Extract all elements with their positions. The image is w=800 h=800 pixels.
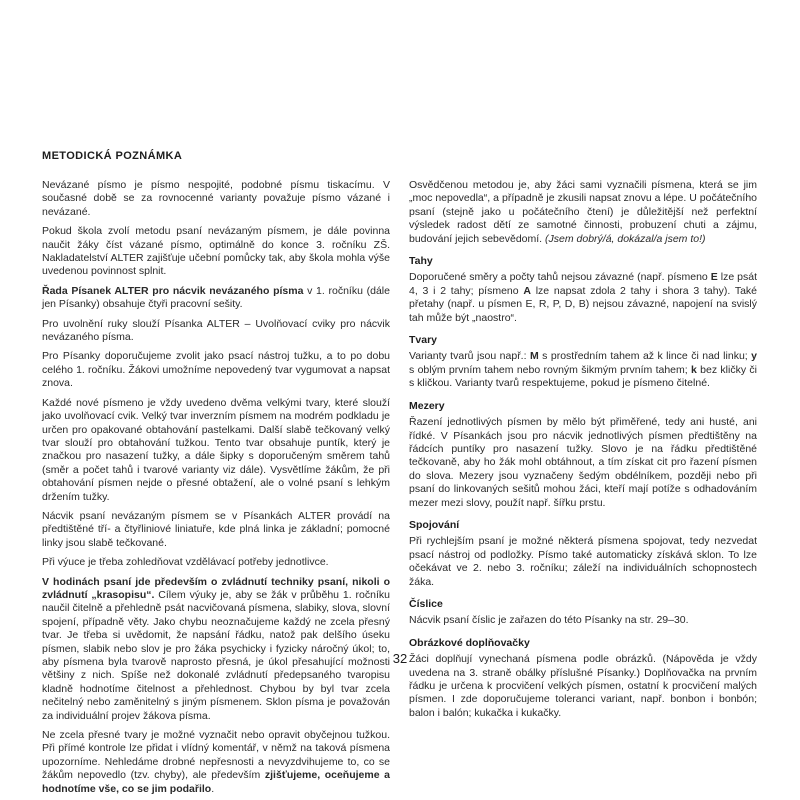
page-title: METODICKÁ POZNÁMKA bbox=[42, 150, 183, 162]
paragraph: V hodinách psaní jde především o zvládnutí techniky psaní, nikoli o zvládnutí „krasopisu“. Cílem výuky je, aby se žák v průběhu 1. ročníku naučil čitelně a přehledně psát nacvičovaná písmena, slabiky, slova, slovní spojení, případně věty. Jako chybu neoznačujeme každý ne zcela přesný tvar. Je třeba si uvědomit, že napsání řádku, natož pak delšího úseku písmen, slabik nebo slov je pro žáka psychicky i fyzicky náročný úkol; to, aby písmena byla tvarově naprosto přesná, je úkol přesahující možnosti většiny z nich. Spíše než dokonalé zvládnutí předepsaného tvaropisu kladně hodnotíme čitelnost a přehlednost. Chybou by byl tvar zcela nečitelný nebo zaměnitelný s jiným písmenem. Sklon písma je považován za individuální projev žákova písma. bbox=[42, 575, 390, 722]
paragraph: Při rychlejším psaní je možné některá písmena spojovat, tedy nezvedat psací nástroj od podložky. Písmo také automaticky získává sklon. To lze očekávat ve 2. nebo 3. ročníku; záleží na individuálních schopnostech žáka. bbox=[409, 535, 757, 588]
paragraph: Řazení jednotlivých písmen by mělo být přiměřené, tedy ani husté, ani řídké. V Písankách jsou pro nácvik jednotlivých písmen předtištěny na řádcích puntíky pro nasazení tužky. Slovo je na řádku předtištěné tečkovaně, aby ho žák mohl obtáhnout, a tím získat cit pro řazení písmen do slova. Mezery jsou vyznačeny šedým obdélníkem, později nebo při psaní do linkovaných sešitů mohou žáci, kteří mají potíže s odhadováním mezer mezi slovy, použít např. šířku prstu. bbox=[409, 416, 757, 509]
paragraph: Doporučené směry a počty tahů nejsou závazné (např. písmeno E lze psát 4, 3 i 2 tahy; písmeno A lze napsat zdola 2 tahy i shora 3 tahy). Také přetahy (např. u písmen E, R, P, D, B) nejsou závazné, napojení na svislý tah může být „naostro“. bbox=[409, 271, 757, 324]
paragraph: Při výuce je třeba zohledňovat vzdělávací potřeby jednotlivce. bbox=[42, 556, 329, 569]
section-heading: Mezery bbox=[409, 399, 445, 412]
two-column-layout bbox=[42, 179, 758, 800]
paragraph: Řada Písanek ALTER pro nácvik nevázaného písma v 1. ročníku (dále jen Písanky) obsahuje čtyři pracovní sešity. bbox=[42, 284, 390, 311]
paragraph: Pro uvolnění ruky slouží Písanka ALTER – Uvolňovací cviky pro nácvik nevázaného písma. bbox=[42, 317, 390, 344]
paragraph: Žáci doplňují vynechaná písmena podle obrázků. (Nápověda je vždy uvedena na 3. straně obálky příslušné Písanky.) Doplňovačka na prvním řádku je určena k procvičení velkých písmen, ostatní k procvičení malých písmen. I zde doporučujeme toleranci variant, např. bonbon i bonbón; balon i balón; kukačka i kukačky. bbox=[409, 653, 757, 719]
section-heading: Tvary bbox=[409, 334, 438, 347]
paragraph: Osvědčenou metodou je, aby žáci sami vyznačili písmena, která se jim „moc nepovedla“, a případně je zkusili napsat znovu a lépe. U počátečního psaní (stejně jako u počátečního čtení) je důležitější než perfektní výsledek radost dětí ze samotné činnosti, probuzení chuti a zájmu, budování jejich sebevědomí. (Jsem dobrý/á, dokázal/a jsem to!) bbox=[409, 179, 757, 245]
paragraph: Nevázané písmo je písmo nespojité, podobné písmu tiskacímu. V současné době se za rovnocenné varianty považuje písmo vázané i nevázané. bbox=[42, 179, 390, 218]
section-heading: Spojování bbox=[409, 518, 460, 531]
section-heading: Číslice bbox=[409, 597, 443, 610]
left-column bbox=[42, 179, 390, 800]
section-heading: Tahy bbox=[409, 255, 433, 268]
paragraph: Varianty tvarů jsou např.: M s prostředním tahem až k lince či nad linku; y s oblým prvním tahem nebo rovným šikmým prvním tahem; k bez kličky či s kličkou. Varianty tvarů respektujeme, pokud je písmeno čitelné. bbox=[409, 350, 757, 390]
paragraph: Každé nové písmeno je vždy uvedeno dvěma velkými tvary, které slouží jako uvolňovací cvik. Velký tvar inverzním písmem na modrém podkladu je určen pro opakované obtahování pastelkami. Další slabě tečkovaný velký tvar slouží pro obtahování tužkou. Tento tvar obsahuje puntík, který je značkou pro nasazení tužky, a dále šipky s doporučeným směrem tahů (směr a počet tahů i tvarové varianty viz dále). Vysvětlíme žákům, že při obtahování písmen nejde o přesné obtažení, ale o volné psaní s lehkým držením tužky. bbox=[42, 396, 390, 503]
paragraph: Pro Písanky doporučujeme zvolit jako psací nástroj tužku, a to po dobu celého 1. ročníku. Žákovi umožníme nepovedený tvar vygumovat a napsat znova. bbox=[42, 350, 390, 390]
paragraph: Ne zcela přesné tvary je možné vyznačit nebo opravit obyčejnou tužkou. Při přímé kontrole lze přidat i vlídný komentář, v němž na taková písmena upozorníme. Nehledáme drobné nepřesnosti a nevyzdvihujeme to, co se žákům nepovedlo (tzv. chyby), ale především zjišťujeme, oceňujeme a hodnotíme vše, co se jim podařilo. bbox=[42, 729, 390, 795]
paragraph: Nácvik psaní nevázaným písmem se v Písankách ALTER provádí na předtištěné tří- a čtyřliniové liniatuře, kde plná linka je základní; pomocné linky jsou slabě tečkované. bbox=[42, 509, 390, 549]
paragraph: Pokud škola zvolí metodu psaní nevázaným písmem, je dále povinna naučit žáky číst vázané písmo, optimálně do konce 3. ročníku ZŠ. Nakladatelství ALTER zajišťuje učební pomůcky tak, aby škola mohla výše uvedenou povinnost splnit. bbox=[42, 225, 390, 278]
page-content bbox=[42, 150, 758, 800]
right-column bbox=[409, 179, 757, 800]
paragraph: Nácvik psaní číslic je zařazen do této Písanky na str. 29–30. bbox=[409, 614, 689, 627]
section-heading: Obrázkové doplňovačky bbox=[409, 636, 530, 649]
page-number: 32 bbox=[392, 651, 408, 666]
